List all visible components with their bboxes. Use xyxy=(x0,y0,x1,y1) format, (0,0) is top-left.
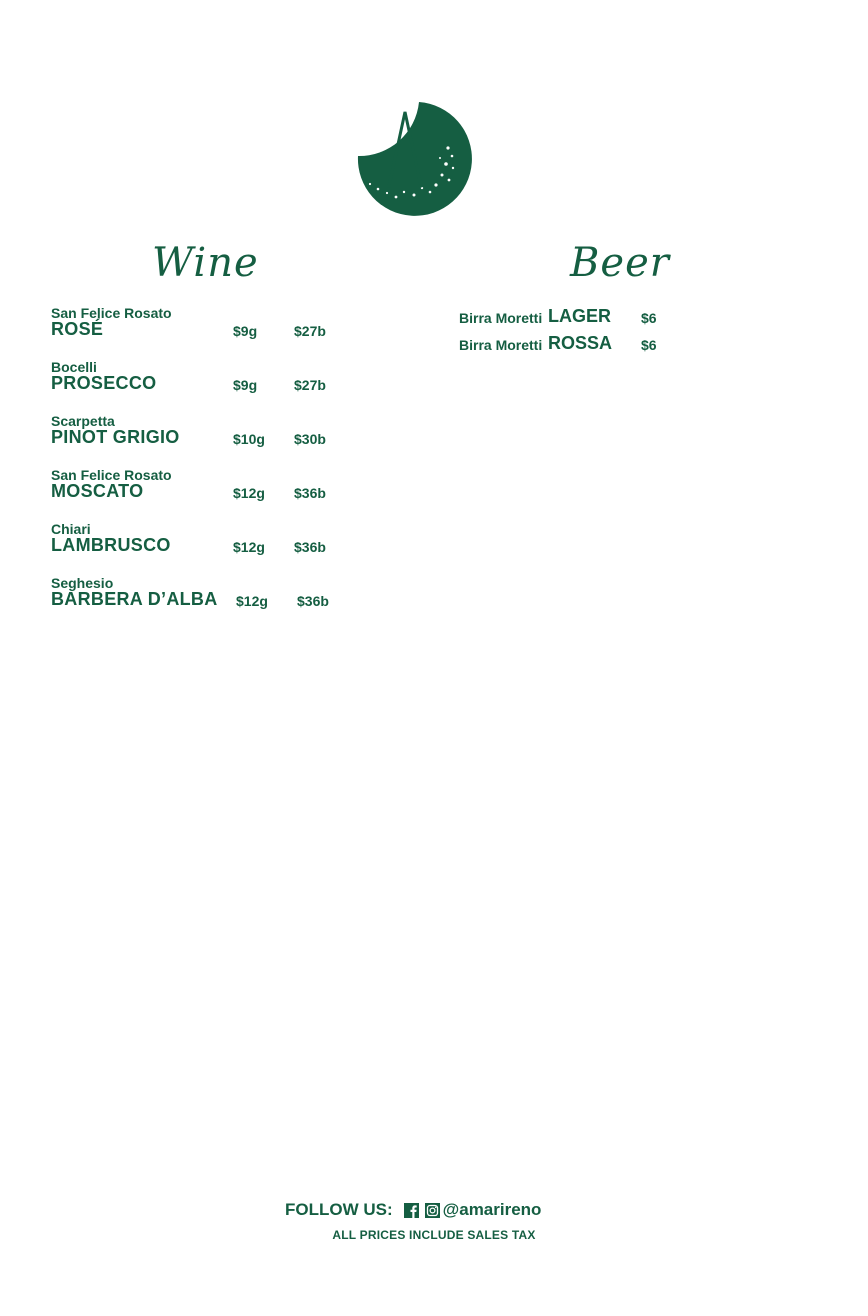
wine-glass-price: $12g xyxy=(236,593,268,609)
wine-bottle-price: $36b xyxy=(294,485,326,501)
follow-us-label: FOLLOW US: xyxy=(285,1200,393,1219)
wine-bottle-price: $36b xyxy=(297,593,329,609)
beer-style: LAGER xyxy=(548,306,611,326)
wine-item xyxy=(51,521,351,575)
beer-list xyxy=(459,305,719,359)
wine-item xyxy=(51,467,351,521)
beer-price: $6 xyxy=(641,337,657,353)
wine-producer: San Felice Rosato xyxy=(51,305,172,321)
wine-bottle-price: $30b xyxy=(294,431,326,447)
beer-brand: Birra Moretti xyxy=(459,310,543,326)
wine-varietal: ROSÉ xyxy=(51,319,104,339)
wine-item xyxy=(51,305,351,359)
wine-bottle-price: $36b xyxy=(294,539,326,555)
wine-glass-price: $12g xyxy=(233,539,265,555)
wine-bottle-price: $27b xyxy=(294,323,326,339)
wine-producer: Chiari xyxy=(51,521,91,537)
beer-item xyxy=(459,305,719,332)
wine-varietal: MOSCATO xyxy=(51,481,144,501)
wine-list xyxy=(51,305,351,629)
facebook-icon[interactable] xyxy=(404,1203,419,1218)
amari-logo xyxy=(352,98,474,220)
wine-section-title: Wine xyxy=(152,240,259,286)
wine-varietal: PROSECCO xyxy=(51,373,157,393)
wine-glass-price: $10g xyxy=(233,431,265,447)
wine-varietal: PINOT GRIGIO xyxy=(51,427,180,447)
beer-section-title: Beer xyxy=(570,240,670,286)
sales-tax-note: ALL PRICES INCLUDE SALES TAX xyxy=(332,1228,536,1242)
wine-item xyxy=(51,575,351,629)
instagram-icon[interactable] xyxy=(425,1203,440,1218)
wine-bottle-price: $27b xyxy=(294,377,326,393)
wine-item xyxy=(51,359,351,413)
follow-us-row xyxy=(285,1199,541,1221)
social-handle-link[interactable]: @amarireno xyxy=(442,1200,542,1219)
wine-producer: Seghesio xyxy=(51,575,114,591)
wine-producer: Bocelli xyxy=(51,359,97,375)
beer-item xyxy=(459,332,719,359)
wine-varietal: BARBERA D’ALBA xyxy=(51,589,218,609)
wine-glass-price: $9g xyxy=(233,377,258,393)
beer-price: $6 xyxy=(641,310,657,326)
beer-style: ROSSA xyxy=(548,333,613,353)
beer-brand: Birra Moretti xyxy=(459,337,543,353)
wine-varietal: LAMBRUSCO xyxy=(51,535,171,555)
wine-glass-price: $12g xyxy=(233,485,265,501)
wine-item xyxy=(51,413,351,467)
wine-producer: San Felice Rosato xyxy=(51,467,172,483)
wine-producer: Scarpetta xyxy=(51,413,115,429)
wine-glass-price: $9g xyxy=(233,323,258,339)
